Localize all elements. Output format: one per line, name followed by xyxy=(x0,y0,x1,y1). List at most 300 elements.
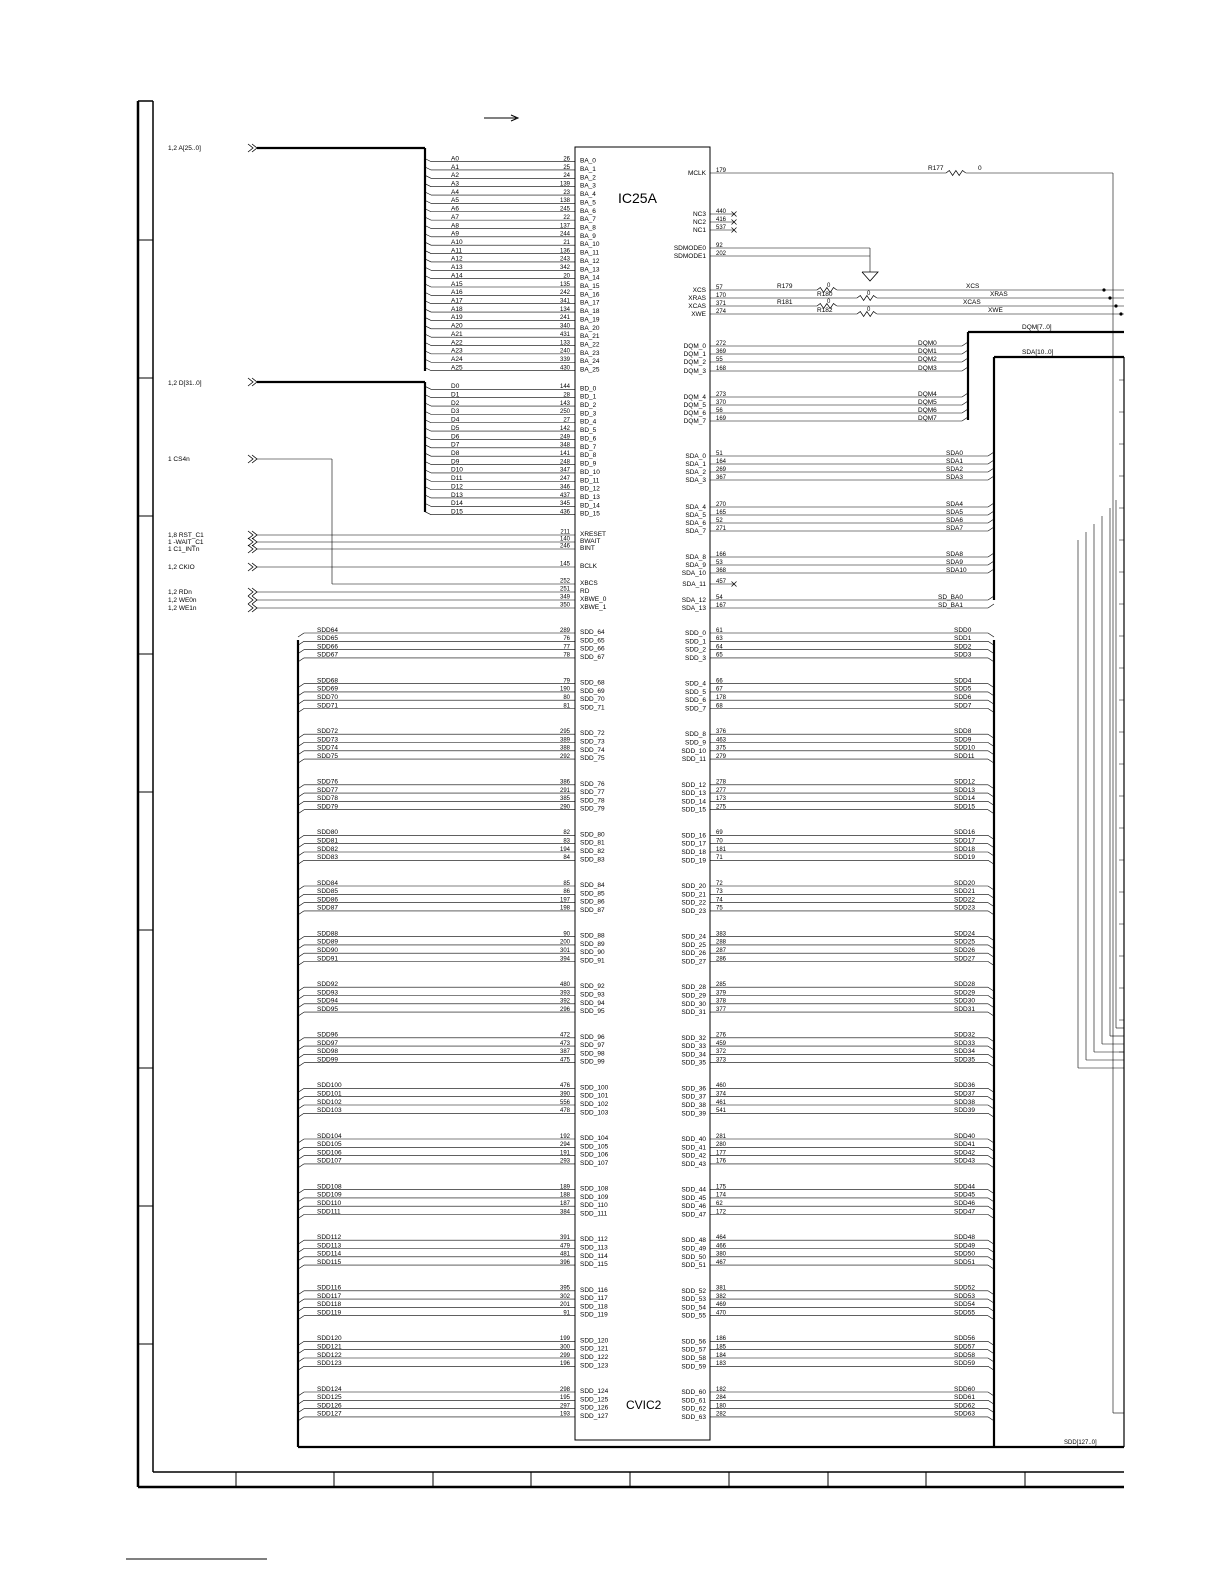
pin-label: 345 xyxy=(559,501,570,508)
pin-label: 293 xyxy=(559,1158,570,1165)
pin-label: SDD106 xyxy=(317,1149,342,1157)
bus-connector xyxy=(248,604,253,612)
pin-label: BD_0 xyxy=(580,385,597,393)
pin-label: BA_21 xyxy=(580,333,600,341)
pin-label: SDD78 xyxy=(317,795,338,803)
pin-label: SDD110 xyxy=(317,1200,342,1207)
pin-label: BA_16 xyxy=(580,291,600,299)
pin-label: 274 xyxy=(716,308,727,315)
pin-label: D14 xyxy=(451,500,463,508)
pin-label: SDD94 xyxy=(317,997,338,1005)
pin-label: 178 xyxy=(716,695,727,701)
pin-label: SDD44 xyxy=(954,1183,975,1191)
pin-label: SDA2 xyxy=(946,465,963,473)
pin-label: BA_9 xyxy=(580,232,596,240)
pin-label: 144 xyxy=(559,384,570,391)
control-label: 1 -WAIT_C1 xyxy=(168,539,204,546)
pin-label: 133 xyxy=(559,340,570,347)
pin-label: 381 xyxy=(716,1285,727,1292)
pin-label: SDD_127 xyxy=(580,1412,609,1420)
pin-label: 61 xyxy=(716,627,723,634)
pin-label: 285 xyxy=(716,982,727,988)
pin-label: SDD_38 xyxy=(681,1102,706,1109)
pin-label: SDD_14 xyxy=(681,798,706,806)
resistor-ref: R177 xyxy=(928,165,944,172)
pin-label: SDD_90 xyxy=(580,949,605,957)
pin-label: SDD74 xyxy=(317,744,338,752)
pin-label: 251 xyxy=(559,586,570,593)
pin-label: 380 xyxy=(716,1251,727,1258)
pin-label: SDD_71 xyxy=(580,704,605,712)
pin-label: 368 xyxy=(716,567,727,574)
pin-label: SDD_114 xyxy=(580,1252,608,1260)
pin-label: SDD81 xyxy=(317,837,338,845)
pin-label: 393 xyxy=(559,990,570,997)
pin-label: XBWE_0 xyxy=(580,596,607,603)
pin-label: 22 xyxy=(563,214,570,221)
pin-label: SDD_22 xyxy=(681,899,706,907)
pin-label: SDD_17 xyxy=(681,840,706,848)
pin-label: 291 xyxy=(559,787,570,794)
pin-label: 26 xyxy=(563,156,570,163)
pin-label: SDD64 xyxy=(317,626,338,634)
pin-label: SDD17 xyxy=(954,837,975,845)
pin-label: SDD_58 xyxy=(681,1355,706,1362)
pin-label: SDD_74 xyxy=(580,746,605,754)
pin-label: SDD_82 xyxy=(580,848,605,855)
pin-label: SDD_89 xyxy=(580,940,605,948)
pin-label: 461 xyxy=(716,1099,727,1106)
pin-label: 166 xyxy=(716,551,727,558)
pin-label: D12 xyxy=(451,483,463,491)
pin-label: SDD49 xyxy=(954,1242,975,1250)
pin-label: 175 xyxy=(716,1184,727,1191)
pin-label: 479 xyxy=(559,1243,570,1250)
resistor-r177 xyxy=(946,171,966,176)
pin-label: 63 xyxy=(716,636,723,643)
pin-label: 278 xyxy=(716,779,727,786)
pin-label: 57 xyxy=(716,284,723,291)
wire xyxy=(425,512,431,515)
pin-label: DQM4 xyxy=(918,390,937,398)
pin-label: SDD15 xyxy=(954,803,975,811)
pin-label: 137 xyxy=(559,223,570,230)
pin-label: SDD2 xyxy=(954,643,972,651)
pin-label: A14 xyxy=(451,272,463,280)
pin-label: BA_3 xyxy=(580,182,596,190)
pin-label: SDD_34 xyxy=(681,1051,706,1059)
pin-label: SDD56 xyxy=(954,1335,975,1343)
pin-label: SDD_86 xyxy=(580,898,605,906)
pin-label: 395 xyxy=(559,1285,570,1292)
pin-label: SDD_126 xyxy=(580,1404,609,1412)
pin-label: 211 xyxy=(560,529,570,536)
pin-label: 475 xyxy=(559,1057,570,1064)
pin-label: A15 xyxy=(451,280,463,288)
pin-label: D7 xyxy=(451,441,460,449)
pin-label: 72 xyxy=(716,880,723,887)
pin-label: SDD_98 xyxy=(580,1050,605,1058)
pin-label: SDD55 xyxy=(954,1309,975,1317)
pin-label: SDD_12 xyxy=(681,781,706,789)
pin-label: BINT xyxy=(580,545,595,552)
pin-label: 243 xyxy=(559,256,570,263)
pin-label: 195 xyxy=(559,1395,570,1402)
pin-label: SDD_113 xyxy=(580,1244,608,1252)
pin-label: 467 xyxy=(716,1259,727,1266)
pin-label: SDD_44 xyxy=(681,1186,706,1194)
pin-label: SDD27 xyxy=(954,955,975,963)
pin-label: 80 xyxy=(563,695,570,701)
pin-label: 184 xyxy=(716,1352,727,1359)
pin-label: SDD_55 xyxy=(681,1312,706,1320)
pin-label: SDD_101 xyxy=(580,1092,609,1100)
pin-label: 390 xyxy=(559,1091,570,1098)
pin-label: A1 xyxy=(451,163,459,171)
resistor-ref: R181 xyxy=(777,299,793,306)
pin-label: SDD114 xyxy=(317,1250,342,1258)
pin-label: 27 xyxy=(563,417,570,424)
pin-label: SDD_78 xyxy=(580,797,605,805)
pin-label: 28 xyxy=(563,392,570,399)
pin-label: BA_0 xyxy=(580,157,596,165)
pin-label: BA_23 xyxy=(580,349,600,357)
pin-label: SDD_81 xyxy=(580,839,605,847)
pin-label: XWE xyxy=(691,311,706,318)
pin-label: SDD_121 xyxy=(580,1345,609,1353)
pin-label: 436 xyxy=(559,509,570,516)
pin-label: BA_8 xyxy=(580,224,596,232)
pin-label: 134 xyxy=(559,306,570,313)
pin-label: SDD9 xyxy=(954,736,972,744)
pin-label: D9 xyxy=(451,458,460,466)
pin-label: 75 xyxy=(716,905,723,912)
pin-label: SDD14 xyxy=(954,795,975,803)
pin-label: SDD25 xyxy=(954,938,975,946)
pin-label: SDD20 xyxy=(954,879,975,887)
pin-label: A4 xyxy=(451,188,459,196)
pin-label: 270 xyxy=(716,501,727,508)
pin-label: A0 xyxy=(451,155,459,163)
pin-label: SDD119 xyxy=(317,1309,342,1317)
pin-label: SDD_88 xyxy=(580,932,605,940)
pin-label: 84 xyxy=(563,855,570,862)
pin-label: BA_14 xyxy=(580,274,600,282)
pin-label: SDD108 xyxy=(317,1183,342,1191)
pin-label: SDD26 xyxy=(954,947,975,954)
pin-label: A11 xyxy=(451,247,463,255)
pin-label: 440 xyxy=(716,208,727,215)
pin-label: 287 xyxy=(716,948,727,954)
pin-label: SDD_45 xyxy=(681,1194,706,1202)
pin-label: BA_22 xyxy=(580,341,600,349)
pin-label: SDD22 xyxy=(954,896,975,904)
pin-label: 250 xyxy=(559,409,570,416)
pin-label: 245 xyxy=(559,206,570,213)
pin-label: D10 xyxy=(451,466,463,474)
bus-connector xyxy=(248,378,253,386)
pin-label: D11 xyxy=(451,475,463,483)
pin-label: SDD_40 xyxy=(681,1136,706,1143)
pin-label: 367 xyxy=(716,474,727,481)
pin-label: SDD84 xyxy=(317,879,338,887)
pin-label: SDA_6 xyxy=(685,520,706,527)
pin-label: DQM1 xyxy=(918,347,937,355)
pin-label: SDD_11 xyxy=(681,756,706,764)
pin-label: 387 xyxy=(559,1049,570,1056)
pin-label: SDD120 xyxy=(317,1335,342,1343)
pin-label: SDD_39 xyxy=(681,1110,706,1118)
pin-label: 289 xyxy=(559,627,570,634)
pin-label: 64 xyxy=(716,644,723,651)
pin-label: SDD79 xyxy=(317,803,338,811)
pin-label: SDD_112 xyxy=(580,1236,608,1244)
pin-label: BA_2 xyxy=(580,174,596,182)
pin-label: SDD105 xyxy=(317,1141,342,1149)
pin-label: 194 xyxy=(559,846,570,853)
pin-label: SDD_27 xyxy=(681,958,706,966)
pin-label: 388 xyxy=(559,745,570,752)
pin-label: SDD60 xyxy=(954,1385,975,1393)
pin-label: SDD_120 xyxy=(580,1337,609,1345)
pin-label: 373 xyxy=(716,1057,727,1064)
pin-label: BA_12 xyxy=(580,257,600,265)
pin-label: DQM5 xyxy=(918,398,937,406)
pin-label: 464 xyxy=(716,1235,727,1241)
pin-label: 379 xyxy=(716,990,727,997)
pin-label: SDD_73 xyxy=(580,738,605,746)
pin-label: A2 xyxy=(451,172,459,180)
pin-label: 556 xyxy=(559,1099,570,1106)
pin-label: 53 xyxy=(716,559,723,566)
pin-label: SDD_43 xyxy=(681,1160,706,1168)
pin-label: SDD_105 xyxy=(580,1143,609,1151)
pin-label: 246 xyxy=(559,543,570,550)
pin-label: SDD126 xyxy=(317,1402,342,1410)
pin-label: 537 xyxy=(716,224,727,231)
pin-label: 62 xyxy=(716,1201,723,1207)
pin-label: BD_3 xyxy=(580,410,597,418)
pin-label: 370 xyxy=(716,399,727,406)
pin-label: 170 xyxy=(716,292,727,299)
pin-label: SDD18 xyxy=(954,845,975,853)
pin-label: 302 xyxy=(559,1293,570,1300)
pin-label: SDD19 xyxy=(954,854,975,862)
control-label: 1,2 WE1n xyxy=(168,605,197,612)
pin-label: 371 xyxy=(716,300,727,307)
pin-label: 396 xyxy=(559,1259,570,1266)
addr-bus-label: 1,2 A[25..0] xyxy=(168,145,201,152)
pin-label: 55 xyxy=(716,356,723,363)
pin-label: SDD23 xyxy=(954,904,975,912)
pin-label: D4 xyxy=(451,416,460,424)
pin-label: 437 xyxy=(559,492,570,499)
pin-label: 168 xyxy=(716,365,727,372)
pin-label: 277 xyxy=(716,787,727,794)
pin-label: SDD124 xyxy=(317,1385,342,1393)
pin-label: SDD_97 xyxy=(580,1042,605,1050)
pin-label: BA_20 xyxy=(580,324,600,332)
pin-label: DQM_0 xyxy=(683,343,706,350)
pin-label: SDD13 xyxy=(954,786,975,794)
pin-label: SDD_63 xyxy=(681,1413,706,1421)
resistor-ref: R180 xyxy=(817,291,833,298)
pin-label: D8 xyxy=(451,449,460,457)
pin-label: 187 xyxy=(559,1201,570,1207)
dqm-bus-label: DQM[7..0] xyxy=(1022,324,1052,331)
pin-label: SDD_59 xyxy=(681,1363,706,1371)
pin-label: SDD91 xyxy=(317,955,338,963)
pin-label: SDD43 xyxy=(954,1157,975,1165)
pin-label: SDD24 xyxy=(954,930,975,938)
pin-label: SDD62 xyxy=(954,1402,975,1410)
pin-labels xyxy=(168,155,1008,1421)
pin-label: 472 xyxy=(559,1032,570,1039)
pin-label: SDD_84 xyxy=(580,882,605,889)
pin-label: 181 xyxy=(716,846,727,853)
resistor-value: 0 xyxy=(827,283,831,289)
pin-label: SDD_116 xyxy=(580,1286,608,1294)
pin-label: 457 xyxy=(716,578,727,585)
pin-label: 340 xyxy=(559,323,570,330)
pin-label: DQM_1 xyxy=(683,351,706,358)
pin-label: SDD16 xyxy=(954,829,975,837)
pin-label: SDD76 xyxy=(317,778,338,786)
pin-label: 172 xyxy=(716,1209,727,1216)
pin-label: SDD_42 xyxy=(681,1152,706,1160)
pin-label: SDD_83 xyxy=(580,856,605,864)
pin-label: 385 xyxy=(559,796,570,803)
pin-label: SDD51 xyxy=(954,1258,975,1266)
pin-label: SDD58 xyxy=(954,1351,975,1359)
pin-label: SDD_29 xyxy=(681,992,706,1000)
pin-label: SDD29 xyxy=(954,989,975,997)
pin-label: D5 xyxy=(451,424,460,432)
pin-label: SDA_10 xyxy=(681,570,706,577)
pin-label: SDA_7 xyxy=(685,528,706,535)
pin-label: BD_1 xyxy=(580,393,597,401)
junction-dot xyxy=(1119,312,1122,315)
pin-label: BD_10 xyxy=(580,468,600,476)
pin-label: SDD61 xyxy=(954,1394,975,1402)
pin-label: 269 xyxy=(716,466,727,473)
pin-label: 85 xyxy=(563,880,570,887)
pin-label: SDD_18 xyxy=(681,849,706,856)
pin-label: SDD33 xyxy=(954,1039,975,1047)
pin-label: BD_12 xyxy=(580,485,600,493)
pin-label: SDD45 xyxy=(954,1191,975,1199)
pin-label: 51 xyxy=(716,450,723,457)
pin-label: SDD_7 xyxy=(685,705,706,713)
pin-label: 164 xyxy=(716,458,727,465)
pin-label: 276 xyxy=(716,1032,727,1039)
pin-label: SDD99 xyxy=(317,1056,338,1064)
pin-label: 74 xyxy=(716,897,723,904)
pin-label: SDD_6 xyxy=(685,697,706,705)
wire xyxy=(988,633,994,637)
pin-label: SDD98 xyxy=(317,1048,338,1056)
pin-label: SD_BA0 xyxy=(938,593,963,601)
pin-label: 244 xyxy=(559,231,570,238)
pin-label: 247 xyxy=(559,476,570,483)
pin-label: 141 xyxy=(559,450,570,457)
pin-label: NC2 xyxy=(692,219,706,226)
pin-label: SDD_104 xyxy=(580,1135,609,1142)
pin-label: BD_7 xyxy=(580,443,597,451)
pin-label: SDD57 xyxy=(954,1343,975,1351)
pin-label: D2 xyxy=(451,399,460,407)
pin-label: 86 xyxy=(563,889,570,896)
pin-label: SDD88 xyxy=(317,930,338,938)
pin-label: 375 xyxy=(716,745,727,752)
pin-label: SDA_13 xyxy=(681,605,706,612)
pin-label: A20 xyxy=(451,322,463,330)
pin-label: 252 xyxy=(559,578,570,585)
pin-label: SDD_124 xyxy=(580,1388,609,1395)
pin-label: SDD104 xyxy=(317,1132,342,1140)
pin-label: SDD66 xyxy=(317,643,338,651)
pin-label: D1 xyxy=(451,391,460,399)
pin-label: 188 xyxy=(559,1192,570,1199)
resistor-ref: R179 xyxy=(777,283,793,290)
pin-label: 372 xyxy=(716,1049,727,1056)
pin-label: 391 xyxy=(559,1235,570,1241)
pin-label: 189 xyxy=(559,1184,570,1191)
pin-label: A10 xyxy=(451,239,463,246)
pin-label: A19 xyxy=(451,314,463,322)
pin-label: D6 xyxy=(451,433,460,441)
net-label: XWE xyxy=(988,307,1003,314)
net-label: XRAS xyxy=(990,291,1008,298)
pin-label: SDD0 xyxy=(954,626,972,634)
pin-label: SDD37 xyxy=(954,1090,975,1098)
pin-label: 280 xyxy=(716,1142,727,1149)
pin-label: SDA_11 xyxy=(682,581,706,588)
pin-label: SDA_0 xyxy=(685,453,706,460)
pin-label: SDD_118 xyxy=(580,1303,608,1311)
pin-label: 460 xyxy=(716,1083,727,1090)
control-label: 1 CS4n xyxy=(168,456,190,463)
pin-label: SDD_123 xyxy=(580,1362,609,1370)
pin-label: SDA1 xyxy=(946,457,963,465)
pin-label: D13 xyxy=(451,491,463,499)
pin-label: 182 xyxy=(716,1386,727,1393)
pin-label: SDD117 xyxy=(317,1292,342,1300)
pin-label: SDD71 xyxy=(317,702,338,710)
pin-label: SDD_20 xyxy=(681,883,706,890)
pin-label: 286 xyxy=(716,956,727,963)
pin-label: BA_1 xyxy=(580,165,596,173)
pin-label: SDD_60 xyxy=(681,1389,706,1396)
pin-label: BA_15 xyxy=(580,283,600,290)
pin-label: DQM_7 xyxy=(683,418,706,425)
pin-label: DQM_6 xyxy=(683,410,706,417)
pin-label: SDD_94 xyxy=(580,999,605,1007)
pin-label: SDD90 xyxy=(317,947,338,954)
pin-label: 273 xyxy=(716,391,727,398)
pin-label: SDA10 xyxy=(946,566,967,574)
pin-label: 173 xyxy=(716,796,727,803)
pin-label: 24 xyxy=(563,173,570,180)
pin-label: SDD70 xyxy=(317,694,338,701)
pin-label: 349 xyxy=(559,594,570,601)
pin-label: 478 xyxy=(559,1108,570,1115)
pin-label: SDD103 xyxy=(317,1107,342,1115)
pin-label: SDD_10 xyxy=(681,747,706,755)
pin-label: SDD83 xyxy=(317,854,338,862)
bus-connector xyxy=(248,588,253,596)
pin-label: 69 xyxy=(716,830,723,837)
